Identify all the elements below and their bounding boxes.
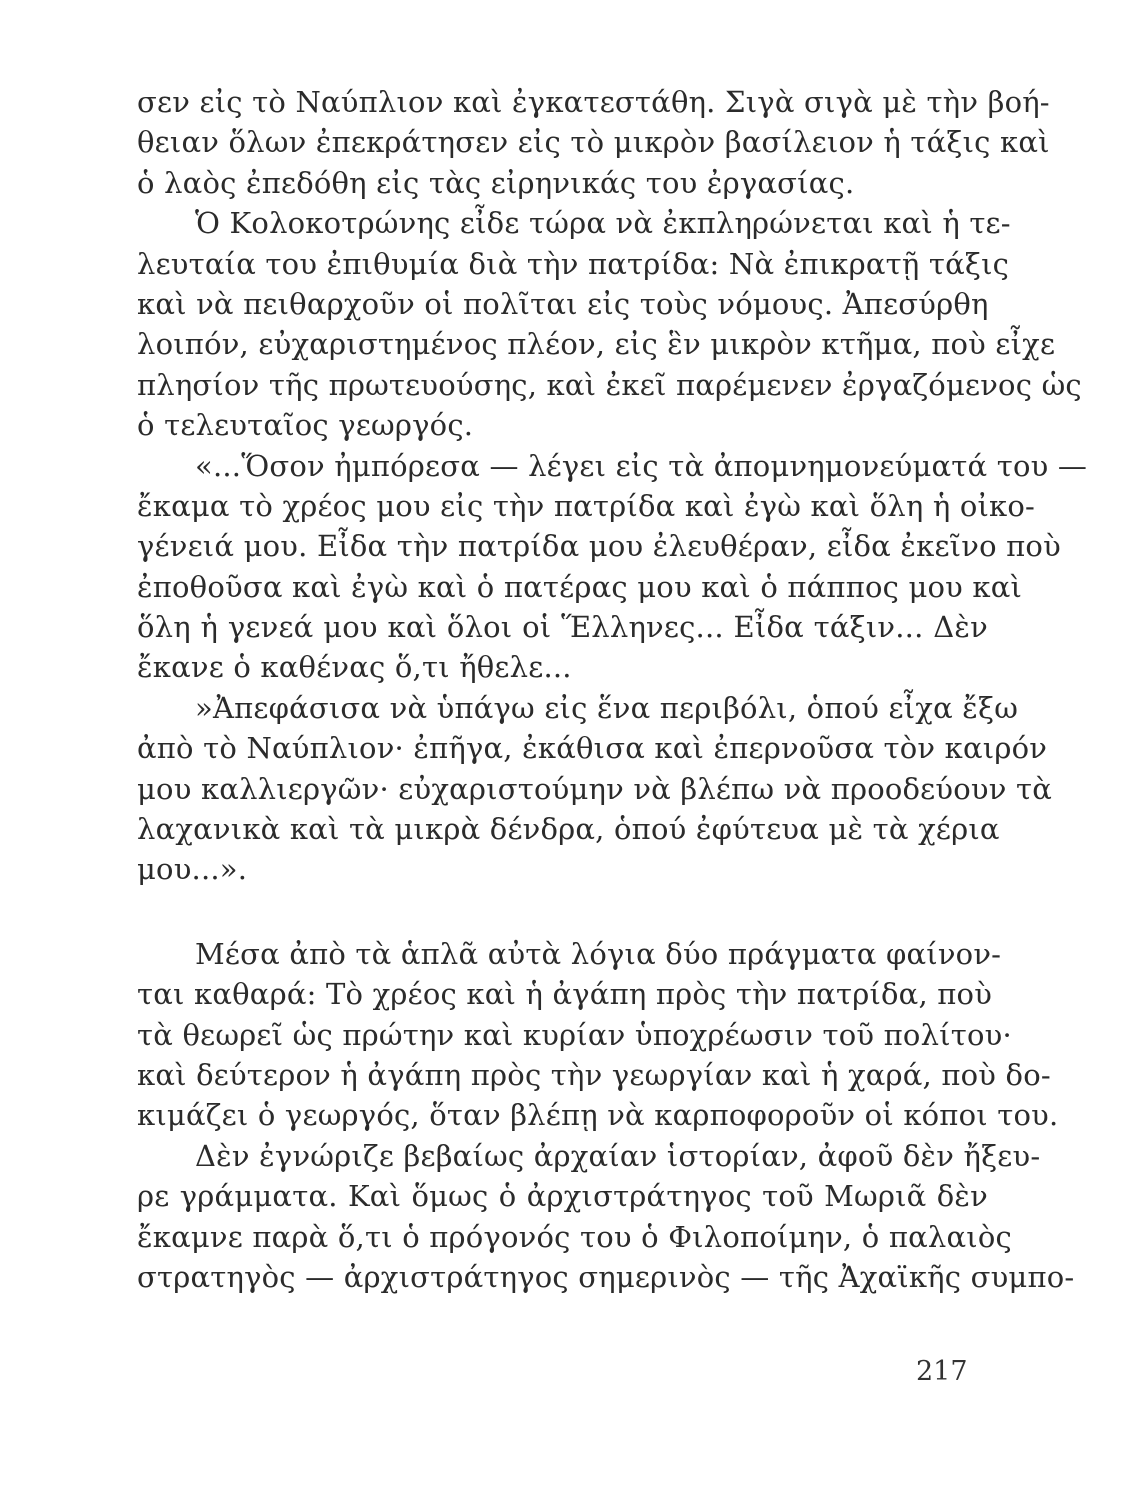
- text-line: ἔκανε ὁ καθένας ὅ,τι ἤθελε...: [137, 650, 572, 685]
- text-line: »Ἀπεφάσισα νὰ ὑπάγω εἰς ἕνα περιβόλι, ὁπού εἶχα ἔξω: [195, 690, 1019, 725]
- text-line: στρατηγὸς — ἀρχιστράτηγος σημερινὸς — τῆς Ἀχαϊκῆς συμπο-: [137, 1259, 1075, 1294]
- text-line: ἔκαμα τὸ χρέος μου εἰς τὴν πατρίδα καὶ ἐγὼ καὶ ὅλη ἡ οἰκο-: [137, 488, 1036, 523]
- text-line: ἀπὸ τὸ Ναύπλιον· ἐπῆγα, ἐκάθισα καὶ ἐπερνοῦσα τὸν καιρόν: [137, 731, 1048, 766]
- text-line: κιμάζει ὁ γεωργός, ὅταν βλέπῃ νὰ καρποφοροῦν οἱ κόποι του.: [137, 1098, 1059, 1133]
- text-line: σεν εἰς τὸ Ναύπλιον καὶ ἐγκατεστάθη. Σιγὰ σιγὰ μὲ τὴν βοή-: [137, 85, 1050, 119]
- text-line: ρε γράμματα. Καὶ ὅμως ὁ ἀρχιστράτηγος τοῦ Μωριᾶ δὲν: [137, 1179, 988, 1214]
- section-gap: [137, 890, 988, 934]
- text-line: Ὁ Κολοκοτρώνης εἶδε τώρα νὰ ἐκπληρώνεται καὶ ἡ τε-: [195, 206, 1011, 241]
- text-line: πλησίον τῆς πρωτευούσης, καὶ ἐκεῖ παρέμενεν ἐργαζόμενος ὡς: [137, 367, 1082, 402]
- paragraph-3-quote: [137, 446, 1088, 688]
- page-number: 217: [916, 1356, 968, 1387]
- text-line: λευταία του ἐπιθυμία διὰ τὴν πατρίδα: Νὰ ἐπικρατῇ τάξις: [137, 246, 1010, 281]
- text-line: μου καλλιεργῶν· εὐχαριστούμην νὰ βλέπω νὰ προοδεύουν τὰ: [137, 771, 1052, 806]
- paragraph-5: [137, 934, 1059, 1136]
- text-line: ὁ τελευταῖος γεωργός.: [137, 408, 474, 443]
- text-line: ὅλη ἡ γενεά μου καὶ ὅλοι οἱ Ἕλληνες... Εἶδα τάξιν... Δὲν: [137, 610, 988, 645]
- text-line: καὶ δεύτερον ἡ ἀγάπη πρὸς τὴν γεωργίαν καὶ ἡ χαρά, ποὺ δο-: [137, 1057, 1051, 1092]
- paragraph-4-quote: [137, 688, 1052, 890]
- page-text-block: [137, 82, 1088, 1297]
- text-line: ἐποθοῦσα καὶ ἐγὼ καὶ ὁ πατέρας μου καὶ ὁ πάππος μου καὶ: [137, 569, 1023, 604]
- text-line: μου...».: [137, 852, 248, 887]
- text-line: λοιπόν, εὐχαριστημένος πλέον, εἰς ἓν μικρὸν κτῆμα, ποὺ εἶχε: [137, 327, 1056, 362]
- text-line: ἔκαμνε παρὰ ὅ,τι ὁ πρόγονός του ὁ Φιλοποίμην, ὁ παλαιὸς: [137, 1219, 1012, 1254]
- text-line: «...Ὅσον ἠμπόρεσα — λέγει εἰς τὰ ἀπομνημονεύματά του —: [195, 448, 1088, 483]
- text-line: θειαν ὅλων ἐπεκράτησεν εἰς τὸ μικρὸν βασίλειον ἡ τάξις καὶ: [137, 125, 1050, 160]
- paragraph-6: [137, 1136, 1075, 1298]
- text-line: ται καθαρά: Τὸ χρέος καὶ ἡ ἀγάπη πρὸς τὴν πατρίδα, ποὺ: [137, 977, 993, 1012]
- text-line: λαχανικὰ καὶ τὰ μικρὰ δένδρα, ὁπού ἐφύτευα μὲ τὰ χέρια: [137, 812, 1000, 847]
- paragraph-1: [137, 82, 1050, 203]
- text-line: καὶ νὰ πειθαρχοῦν οἱ πολῖται εἰς τοὺς νόμους. Ἀπεσύρθη: [137, 286, 989, 321]
- text-line: Μέσα ἀπὸ τὰ ἁπλᾶ αὐτὰ λόγια δύο πράγματα φαίνον-: [195, 936, 1002, 971]
- text-line: τὰ θεωρεῖ ὡς πρώτην καὶ κυρίαν ὑποχρέωσιν τοῦ πολίτου·: [137, 1017, 1012, 1052]
- text-line: γένειά μου. Εἶδα τὴν πατρίδα μου ἐλευθέραν, εἶδα ἐκεῖνο ποὺ: [137, 529, 1061, 564]
- text-line: ὁ λαὸς ἐπεδόθη εἰς τὰς εἰρηνικάς του ἐργασίας.: [137, 165, 855, 200]
- text-line: Δὲν ἐγνώριζε βεβαίως ἀρχαίαν ἱστορίαν, ἀφοῦ δὲν ἤξευ-: [195, 1138, 1041, 1173]
- paragraph-2: [137, 203, 1082, 445]
